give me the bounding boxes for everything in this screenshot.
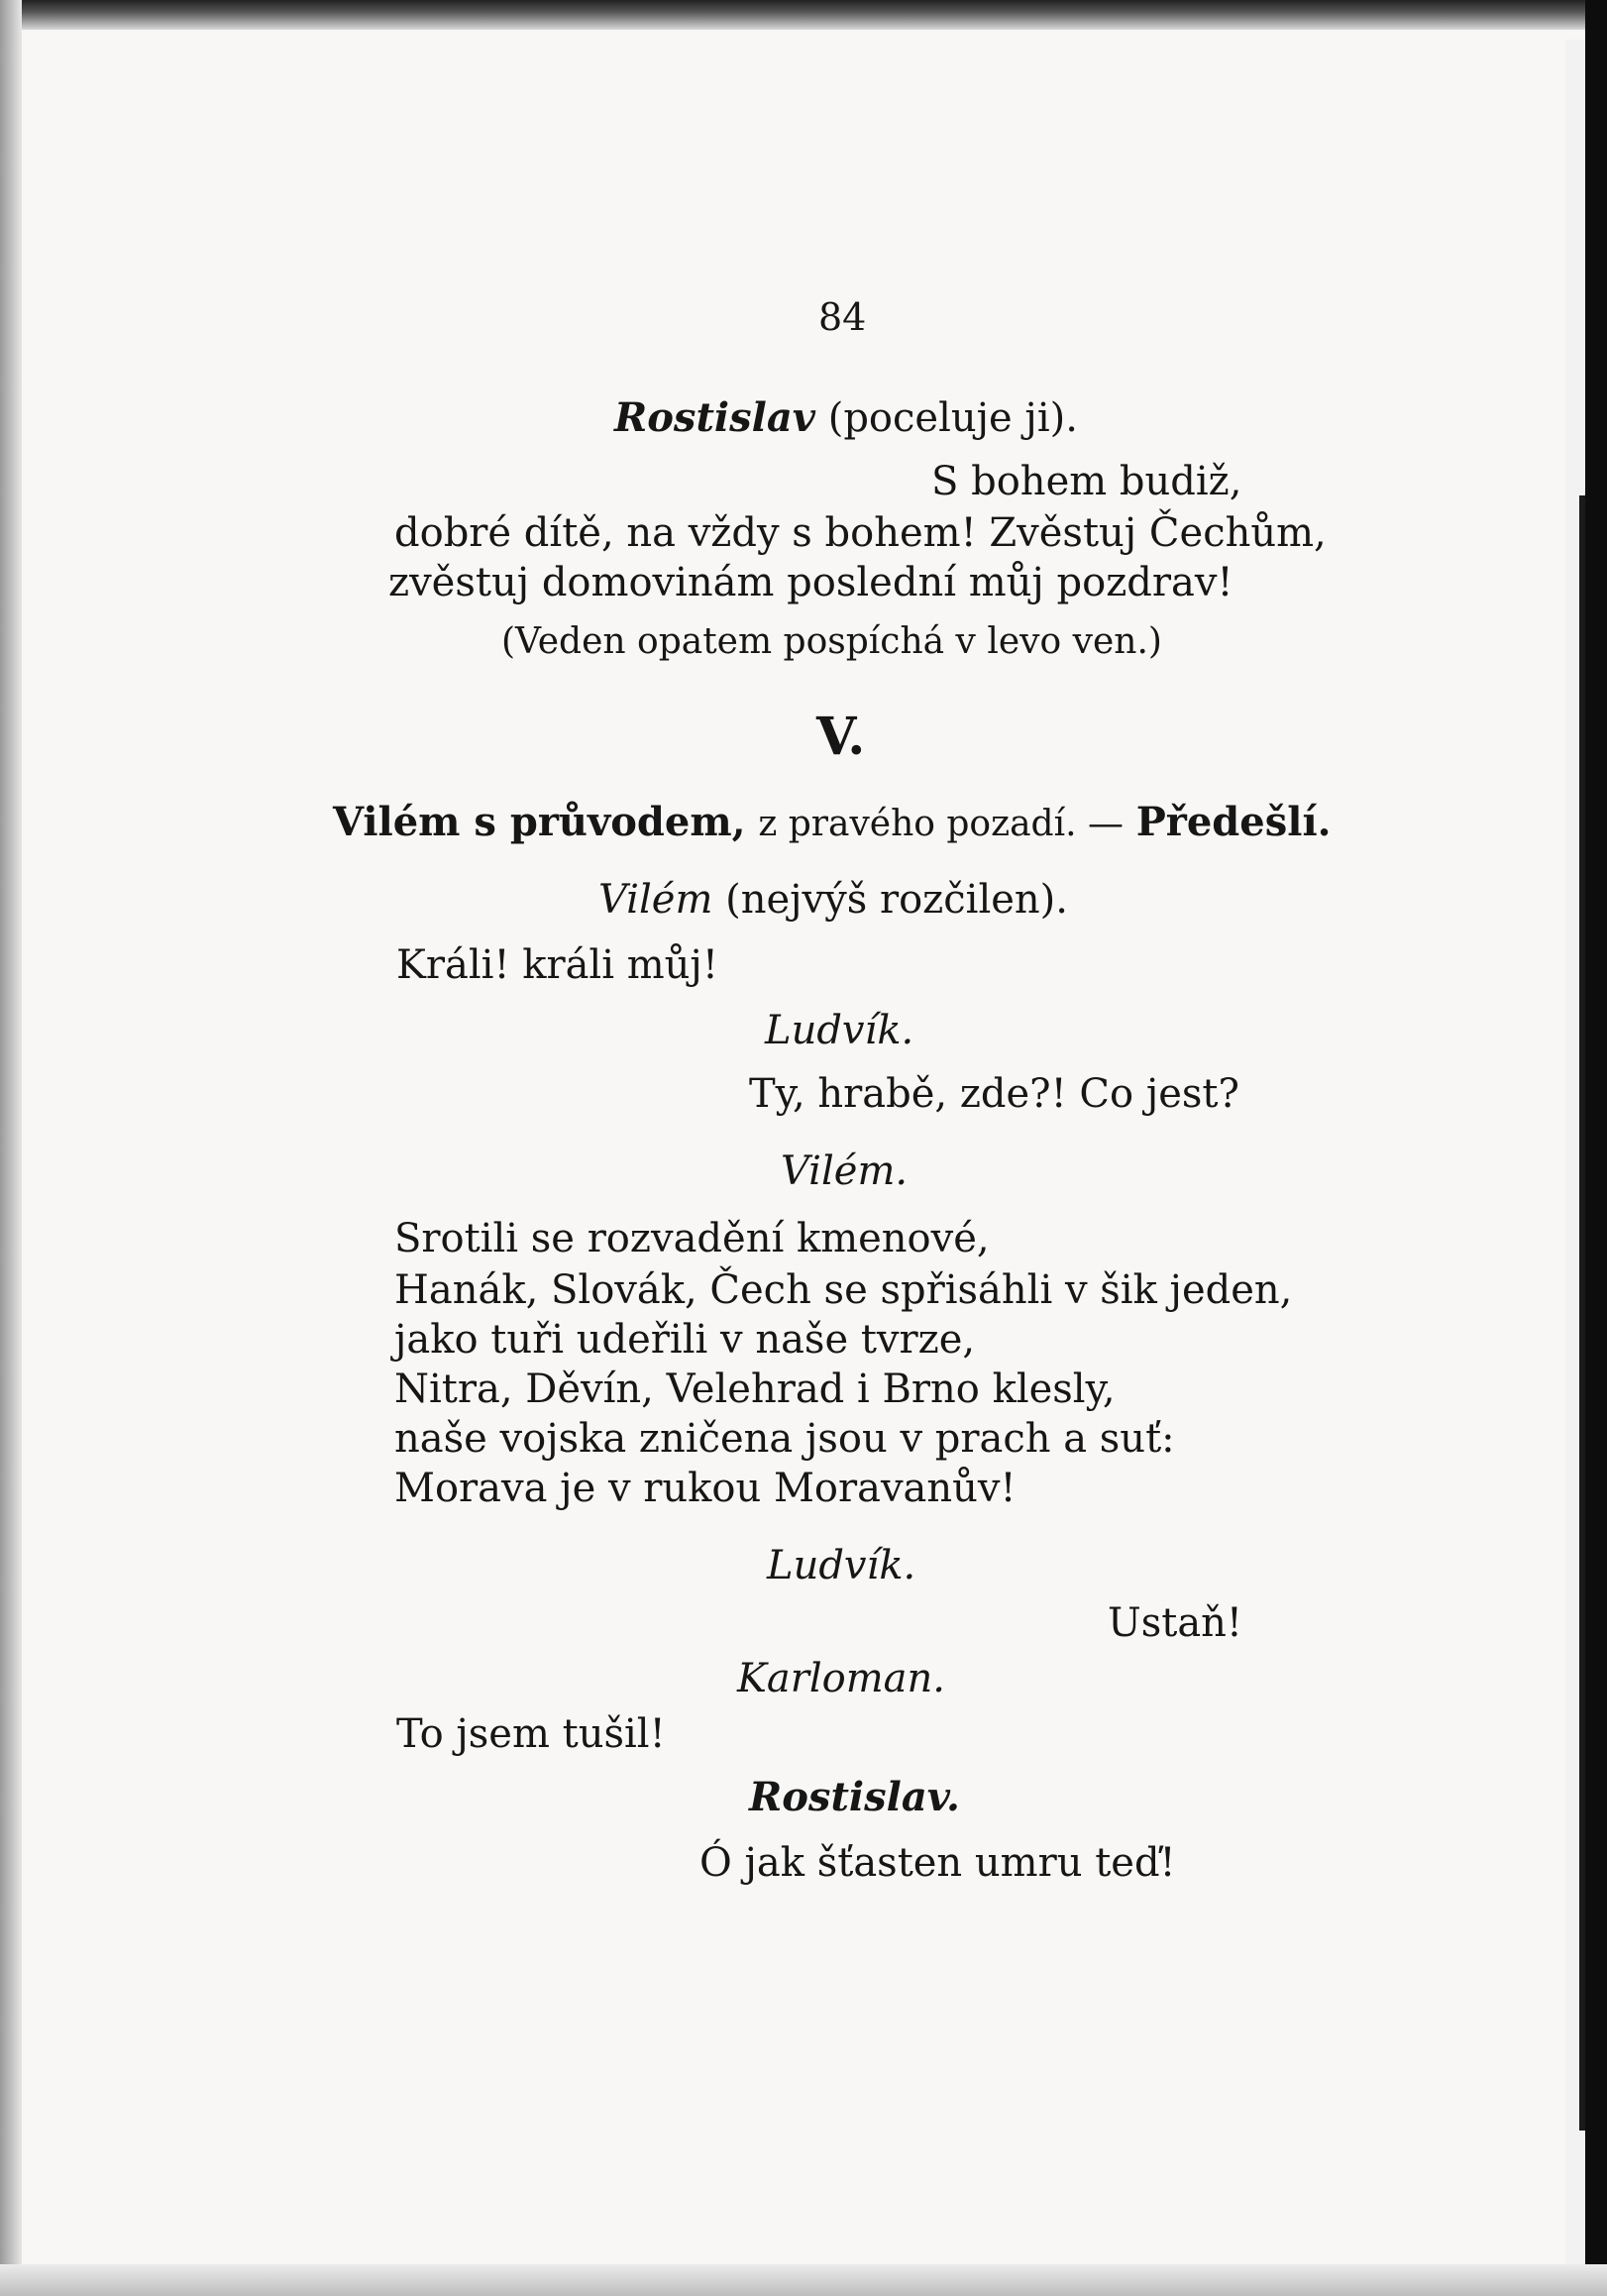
verse-line: Hanák, Slovák, Čech se spřisáhli v šik jeden, (394, 1267, 1293, 1313)
stage-direction: (Veden opatem pospíchá v levo ven.) (501, 621, 1162, 662)
scan-edge-left (0, 0, 22, 2296)
scene-heading: V. (816, 707, 866, 767)
verse-line: Ty, hrabě, zde?! Co jest? (749, 1071, 1239, 1117)
scene-characters-previous: Předešlí. (1135, 799, 1332, 845)
page-number: 84 (818, 295, 867, 339)
scene-location: z pravého pozadí. — (758, 804, 1124, 844)
speaker-name: Vilém (598, 877, 713, 923)
verse-line: Morava je v rukou Moravanův! (394, 1466, 1017, 1511)
stage-direction: (nejvýš rozčilen). (725, 877, 1068, 923)
speaker-line-vilem (598, 876, 1068, 924)
verse-line: Srotili se rozvadění kmenové, (394, 1216, 990, 1261)
speaker-name: Ludvík. (767, 1543, 916, 1588)
verse-line: Nitra, Děvín, Velehrad i Brno klesly, (394, 1367, 1116, 1412)
speaker-name: Rostislav (614, 394, 815, 441)
scan-edge-top (0, 0, 1607, 30)
verse-line: naše vojska zničena jsou v prach a suť: (394, 1416, 1175, 1462)
verse-line: Ó jak šťasten umru teď! (699, 1840, 1176, 1886)
verse-line: To jsem tušil! (396, 1711, 666, 1757)
speaker-name: Ludvík. (765, 1008, 914, 1053)
speaker-name: Karloman. (737, 1656, 945, 1701)
verse-line: Králi! králi můj! (396, 942, 718, 988)
verse-line: zvěstuj domovinám poslední můj pozdrav! (388, 560, 1233, 605)
scene-description (333, 799, 1332, 848)
verse-line: S bohem budiž, (931, 459, 1242, 504)
verse-line: jako tuři udeřili v naše tvrze, (394, 1317, 976, 1363)
speaker-line-rostislav (614, 394, 1078, 442)
scan-edge-bottom (0, 2264, 1607, 2296)
speaker-name: Rostislav. (749, 1774, 960, 1820)
verse-line: Ustaň! (1108, 1600, 1242, 1646)
scene-characters: Vilém s průvodem, (333, 799, 746, 845)
verse-line: dobré dítě, na vždy s bohem! Zvěstuj Čechům, (394, 510, 1327, 556)
stage-direction: (poceluje ji). (827, 395, 1078, 441)
speaker-name: Vilém. (781, 1148, 909, 1194)
scan-edge-right (1585, 0, 1607, 2296)
